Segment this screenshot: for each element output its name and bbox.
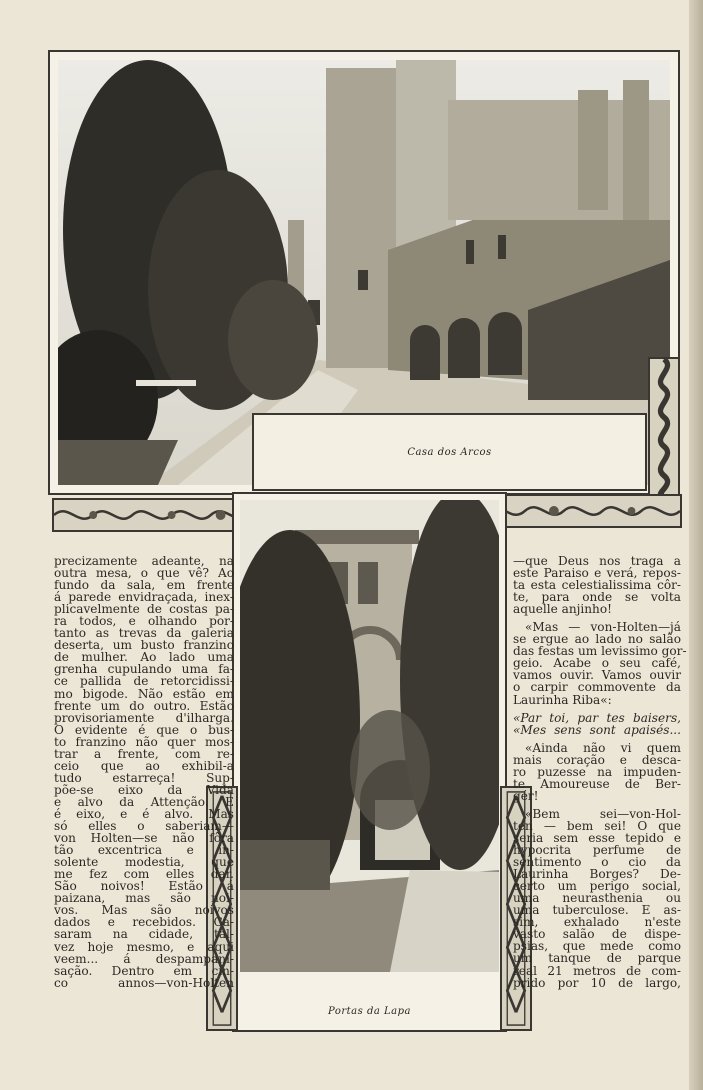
text-line: tão excentrica e in- xyxy=(54,843,234,858)
text-line: ten — bem sei! O que xyxy=(513,818,681,833)
ornamental-pillar xyxy=(648,357,680,497)
text-line: te Amoureuse de Ber- xyxy=(513,776,681,791)
text-line: uma neurasthenia ou xyxy=(513,891,681,906)
text-line: co annos—von-Holten xyxy=(54,975,234,990)
text-line: te, para onde se volta xyxy=(513,590,681,605)
text-line: dados e recebidos. Ca- xyxy=(54,915,234,930)
text-line: põe-se eixo da Vida xyxy=(54,782,234,797)
text-line: deserta, um busto franzino xyxy=(54,638,234,653)
text-line: Laurinha Borges? De- xyxy=(513,867,681,882)
text-line: de mulher. Ao lado uma xyxy=(54,650,234,665)
text-line: «Ainda não vi quem xyxy=(525,740,681,755)
text-line: trar a frente, com re- xyxy=(54,746,234,761)
text-line: prido por 10 de largo, xyxy=(513,975,681,990)
text-line: grenha cupulando uma fa- xyxy=(54,662,234,677)
text-line: provisoriamente d'ilharga. xyxy=(54,710,234,725)
page-edge xyxy=(689,0,703,1090)
text-line: fundo da sala, em frente xyxy=(54,578,234,593)
text-line: precizamente adeante, na xyxy=(54,554,234,568)
text-line: ro puzesse na impuden- xyxy=(513,764,681,779)
text-line: solente modestia, que xyxy=(54,855,234,870)
text-line: veem... á despampani- xyxy=(54,951,234,966)
text-line: seria sem esse tepido e xyxy=(513,830,681,845)
text-line: real 21 metros de com- xyxy=(513,963,681,978)
caption-box xyxy=(252,413,647,491)
text-line: ta esta celestialissima côr- xyxy=(513,578,681,593)
text-line: «Mes sens sont apaisés... xyxy=(513,722,681,737)
text-line: á parede envidraçada, inex- xyxy=(54,590,234,605)
text-line: —que Deus nos traga a xyxy=(513,554,681,568)
text-line: São noivos! Estão á xyxy=(54,879,234,894)
text-line: vasto salão de dispe- xyxy=(513,927,681,942)
text-line: to franzino não quer mos- xyxy=(54,734,234,749)
ornamental-band xyxy=(484,494,682,528)
text-line: só elles o saberiam— xyxy=(54,819,234,834)
text-line: plicavelmente de costas pa- xyxy=(54,602,234,617)
text-line: ceio que ao exhibil-a xyxy=(54,758,234,773)
text-line: uma tuberculose. E as- xyxy=(513,903,681,918)
text-line: O evidente é que o bus- xyxy=(54,722,234,737)
text-line: um tanque de parque xyxy=(513,951,681,966)
text-line: saram na cidade, tal- xyxy=(54,927,234,942)
text-line: mais coração e desca- xyxy=(513,752,681,767)
text-line: me fez com elles dar. xyxy=(54,867,234,882)
text-line: vamos ouvir. Vamos ouvir xyxy=(513,668,681,683)
text-line: ra todos, e olhando por- xyxy=(54,614,234,629)
text-line: é eixo, e é alvo. Mas xyxy=(54,806,234,821)
text-line: se ergue ao lado no salão xyxy=(513,632,681,647)
text-line: outra mesa, o que vê? Ao xyxy=(54,566,234,581)
text-line: frente um do outro. Estão xyxy=(54,698,234,713)
paragraph xyxy=(513,620,687,707)
text-line: vez hoje mesmo, e aqui xyxy=(54,939,234,954)
paragraph xyxy=(513,742,681,802)
text-line: das festas um levissimo gor- xyxy=(513,644,687,659)
text-line: geio. Acabe o seu café, xyxy=(513,656,681,671)
text-line: e alvo da Attenção. E xyxy=(54,794,234,809)
text-line: sentimento o cio da xyxy=(513,855,681,870)
ornamental-band xyxy=(52,498,252,532)
text-line: ce pallida de retorcidissi- xyxy=(54,674,234,689)
text-line: sim, exhalado n'este xyxy=(513,915,681,930)
text-line: vos. Mas são noivos xyxy=(54,903,234,918)
photo-caption: Portas da Lapa xyxy=(328,1006,411,1017)
text-line: Laurinha Riba«: xyxy=(513,692,612,707)
text-line: gér! xyxy=(513,788,539,803)
text-line: «Mas — von-Holten—já xyxy=(525,620,681,635)
text-line: aquelle anjinho! xyxy=(513,602,612,617)
left-text-column xyxy=(54,555,234,989)
text-line: von Holten—se não fôra xyxy=(54,831,234,846)
text-line: paizana, mas são noi- xyxy=(54,891,234,906)
text-line: este Paraiso e verá, repos- xyxy=(513,566,681,581)
text-line: «Bem sei—von-Hol- xyxy=(525,806,681,821)
right-text-column xyxy=(513,554,687,990)
text-line: certo um perigo social, xyxy=(513,879,681,894)
paragraph xyxy=(513,555,681,615)
text-line: tanto as trevas da galeria xyxy=(54,626,234,641)
text-line: psias, que mede como xyxy=(513,939,681,954)
text-line: o carpir commovente da xyxy=(513,680,681,695)
photo-caption: Casa dos Arcos xyxy=(407,447,492,458)
photo-portas-da-lapa-frame xyxy=(232,492,507,1032)
verse-quote xyxy=(513,712,681,736)
text-line: mo bigode. Não estão em xyxy=(54,686,234,701)
paragraph xyxy=(513,808,681,989)
text-line: «Par toi, par tes baisers, xyxy=(513,710,681,725)
photo-portas-da-lapa xyxy=(240,500,499,972)
text-line: tudo estarreça! Sup- xyxy=(54,770,234,785)
text-line: sação. Dentro em cin- xyxy=(54,963,234,978)
text-line: hypocrita perfume de xyxy=(513,843,681,858)
